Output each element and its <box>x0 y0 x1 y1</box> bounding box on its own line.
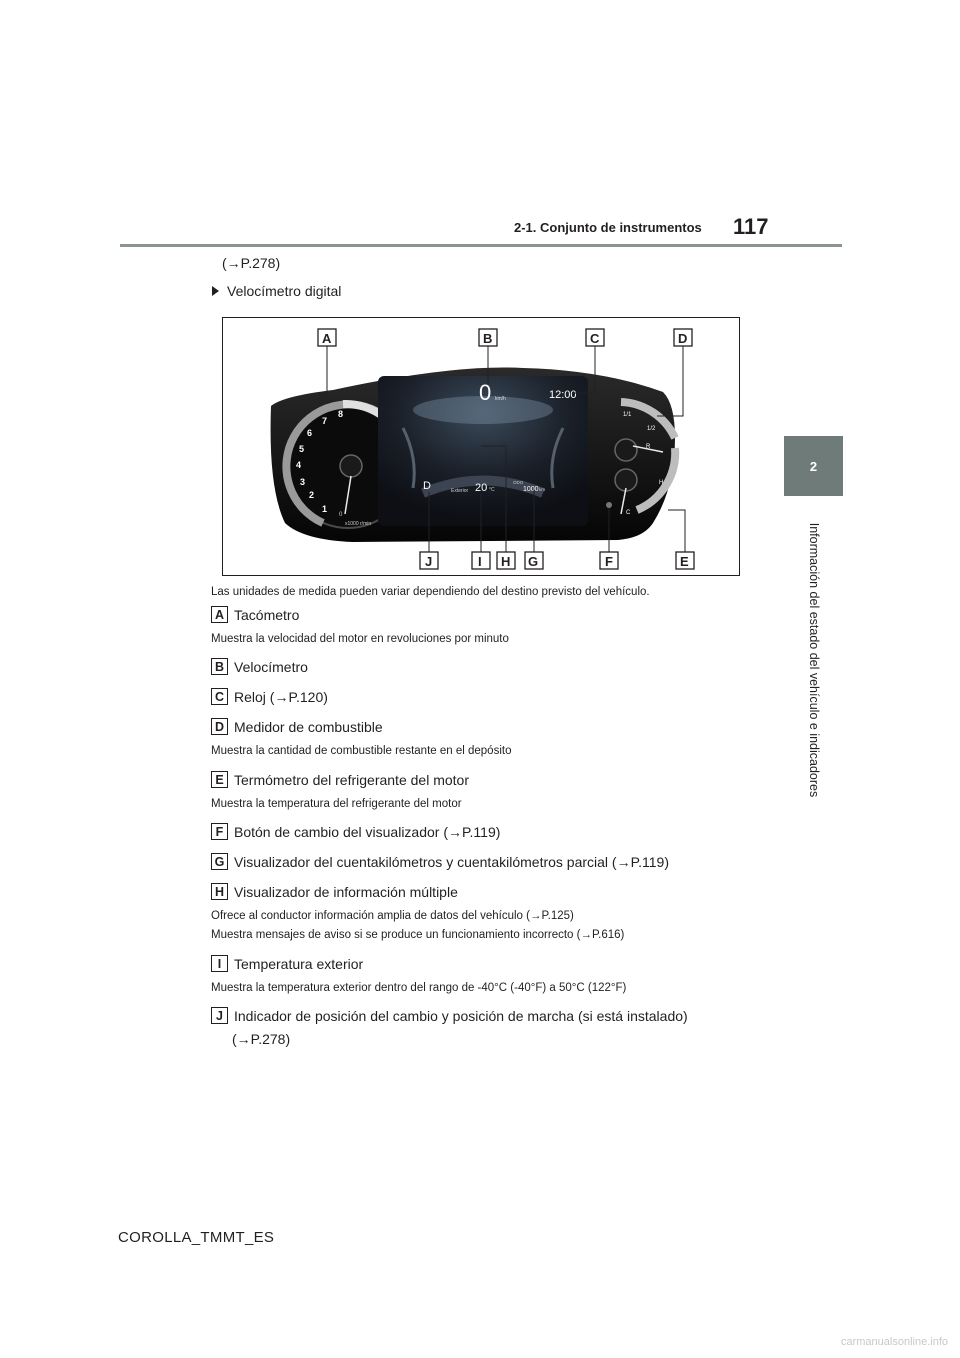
item-f[interactable] <box>211 823 500 840</box>
figure-caption: Las unidades de medida pueden variar dependiendo del destino previsto del vehículo. <box>211 586 650 598</box>
item-e-badge: E <box>211 771 228 788</box>
watermark[interactable]: carmanualsonline.info <box>840 1336 948 1348</box>
temp-hot-mark: H <box>659 480 664 486</box>
triangle-bullet-icon <box>212 286 219 296</box>
tacho-number-3: 3 <box>300 477 306 487</box>
fuel-gauge-hub <box>615 439 637 461</box>
odo-label: ODO <box>513 480 524 485</box>
clock-text: 12:00 <box>549 389 577 401</box>
exterior-temp: 20 <box>475 482 488 494</box>
section-title: 2-1. Conjunto de instrumentos <box>514 220 702 235</box>
item-e <box>211 771 469 788</box>
tacho-number-7: 7 <box>322 416 328 426</box>
callout-b: B <box>483 331 493 346</box>
exterior-label: Exterior <box>451 488 469 494</box>
callout-c: C <box>590 331 600 346</box>
item-g-title[interactable]: Visualizador del cuentakilómetros y cuentakilómetros parcial (→P.119) <box>234 853 669 870</box>
item-b-badge: B <box>211 658 228 675</box>
item-d-desc: Muestra la cantidad de combustible restante en el depósito <box>211 745 512 757</box>
exterior-unit: °C <box>489 487 495 493</box>
instrument-cluster-figure <box>222 317 740 576</box>
item-h-desc: Ofrece al conductor información amplia de datos del vehículo (→P.125) <box>211 910 574 922</box>
callout-j: J <box>425 554 433 569</box>
item-c-title[interactable]: Reloj (→P.120) <box>234 688 328 705</box>
item-h-badge: H <box>211 883 228 900</box>
item-d <box>211 718 383 735</box>
item-a-title: Tacómetro <box>234 606 300 623</box>
item-e-title: Termómetro del refrigerante del motor <box>234 771 469 788</box>
tacho-number-4: 4 <box>296 460 302 470</box>
header-divider <box>120 244 842 247</box>
callout-a: A <box>322 331 332 346</box>
item-j-reference[interactable]: (→P.278) <box>232 1031 291 1047</box>
item-i-badge: I <box>211 955 228 972</box>
item-a-badge: A <box>211 606 228 623</box>
item-a-desc: Muestra la velocidad del motor en revoluciones por minuto <box>211 633 509 645</box>
intro-reference[interactable]: (→P.278) <box>222 255 281 271</box>
leader-e <box>668 510 685 552</box>
item-f-badge: F <box>211 823 228 840</box>
chapter-title: Información del estado del vehículo e indicadores <box>807 522 821 798</box>
item-i-title: Temperatura exterior <box>234 955 364 972</box>
speed-unit: km/h <box>495 396 506 402</box>
item-i-desc: Muestra la temperatura exterior dentro del rango de -40°C (-40°F) a 50°C (122°F) <box>211 982 627 994</box>
item-h <box>211 883 458 900</box>
item-a <box>211 606 299 623</box>
item-d-title: Medidor de combustible <box>234 718 383 735</box>
tacho-number-8: 8 <box>338 409 344 419</box>
fuel-half-mark: 1/2 <box>647 426 656 432</box>
item-e-desc: Muestra la temperatura del refrigerante del motor <box>211 798 462 810</box>
odo-unit: km <box>539 487 545 492</box>
item-c-badge: C <box>211 688 228 705</box>
tacho-number-6: 6 <box>307 428 313 438</box>
instrument-cluster-illustration <box>223 318 741 577</box>
tacho-zero: 0 <box>339 512 343 518</box>
item-h-desc-2: Muestra mensajes de aviso si se produce un funcionamiento incorrecto (→P.616) <box>211 929 625 941</box>
item-d-badge: D <box>211 718 228 735</box>
tacho-number-1: 1 <box>322 504 328 514</box>
fuel-full-mark: 1/1 <box>623 412 632 418</box>
temp-gauge-hub <box>615 469 637 491</box>
speed-value: 0 <box>479 380 492 405</box>
footer-doc-id: COROLLA_TMMT_ES <box>118 1229 275 1246</box>
subheading-text: Velocímetro digital <box>227 283 342 299</box>
callout-h: H <box>501 554 511 569</box>
chapter-title-vertical <box>779 505 849 815</box>
display-change-button <box>606 502 612 508</box>
item-b-title: Velocímetro <box>234 658 308 675</box>
callout-d: D <box>678 331 688 346</box>
tacho-number-2: 2 <box>309 490 315 500</box>
callout-f: F <box>605 554 613 569</box>
chapter-tab[interactable]: 2 <box>784 436 843 496</box>
tacho-number-5: 5 <box>299 444 305 454</box>
callout-i: I <box>478 554 482 569</box>
item-g[interactable] <box>211 853 669 870</box>
item-j-title: Indicador de posición del cambio y posición de marcha (si está instalado) <box>234 1007 688 1024</box>
item-b <box>211 658 308 675</box>
item-j <box>211 1007 688 1024</box>
subheading <box>212 283 341 299</box>
page-number: 117 <box>733 214 769 239</box>
item-j-badge: J <box>211 1007 228 1024</box>
callout-e: E <box>680 554 689 569</box>
item-g-badge: G <box>211 853 228 870</box>
item-c[interactable] <box>211 688 328 705</box>
gear-indicator: D <box>423 480 431 492</box>
tachometer-hub <box>340 455 362 477</box>
fuel-low-mark: R <box>646 444 651 450</box>
odo-value: 1000 <box>523 486 539 493</box>
callout-g: G <box>528 554 539 569</box>
temp-cold-mark: C <box>626 510 631 516</box>
item-i <box>211 955 363 972</box>
tacho-unit: x1000 r/min <box>345 521 372 527</box>
item-f-title[interactable]: Botón de cambio del visualizador (→P.119) <box>234 823 501 840</box>
item-h-title: Visualizador de información múltiple <box>234 883 458 900</box>
